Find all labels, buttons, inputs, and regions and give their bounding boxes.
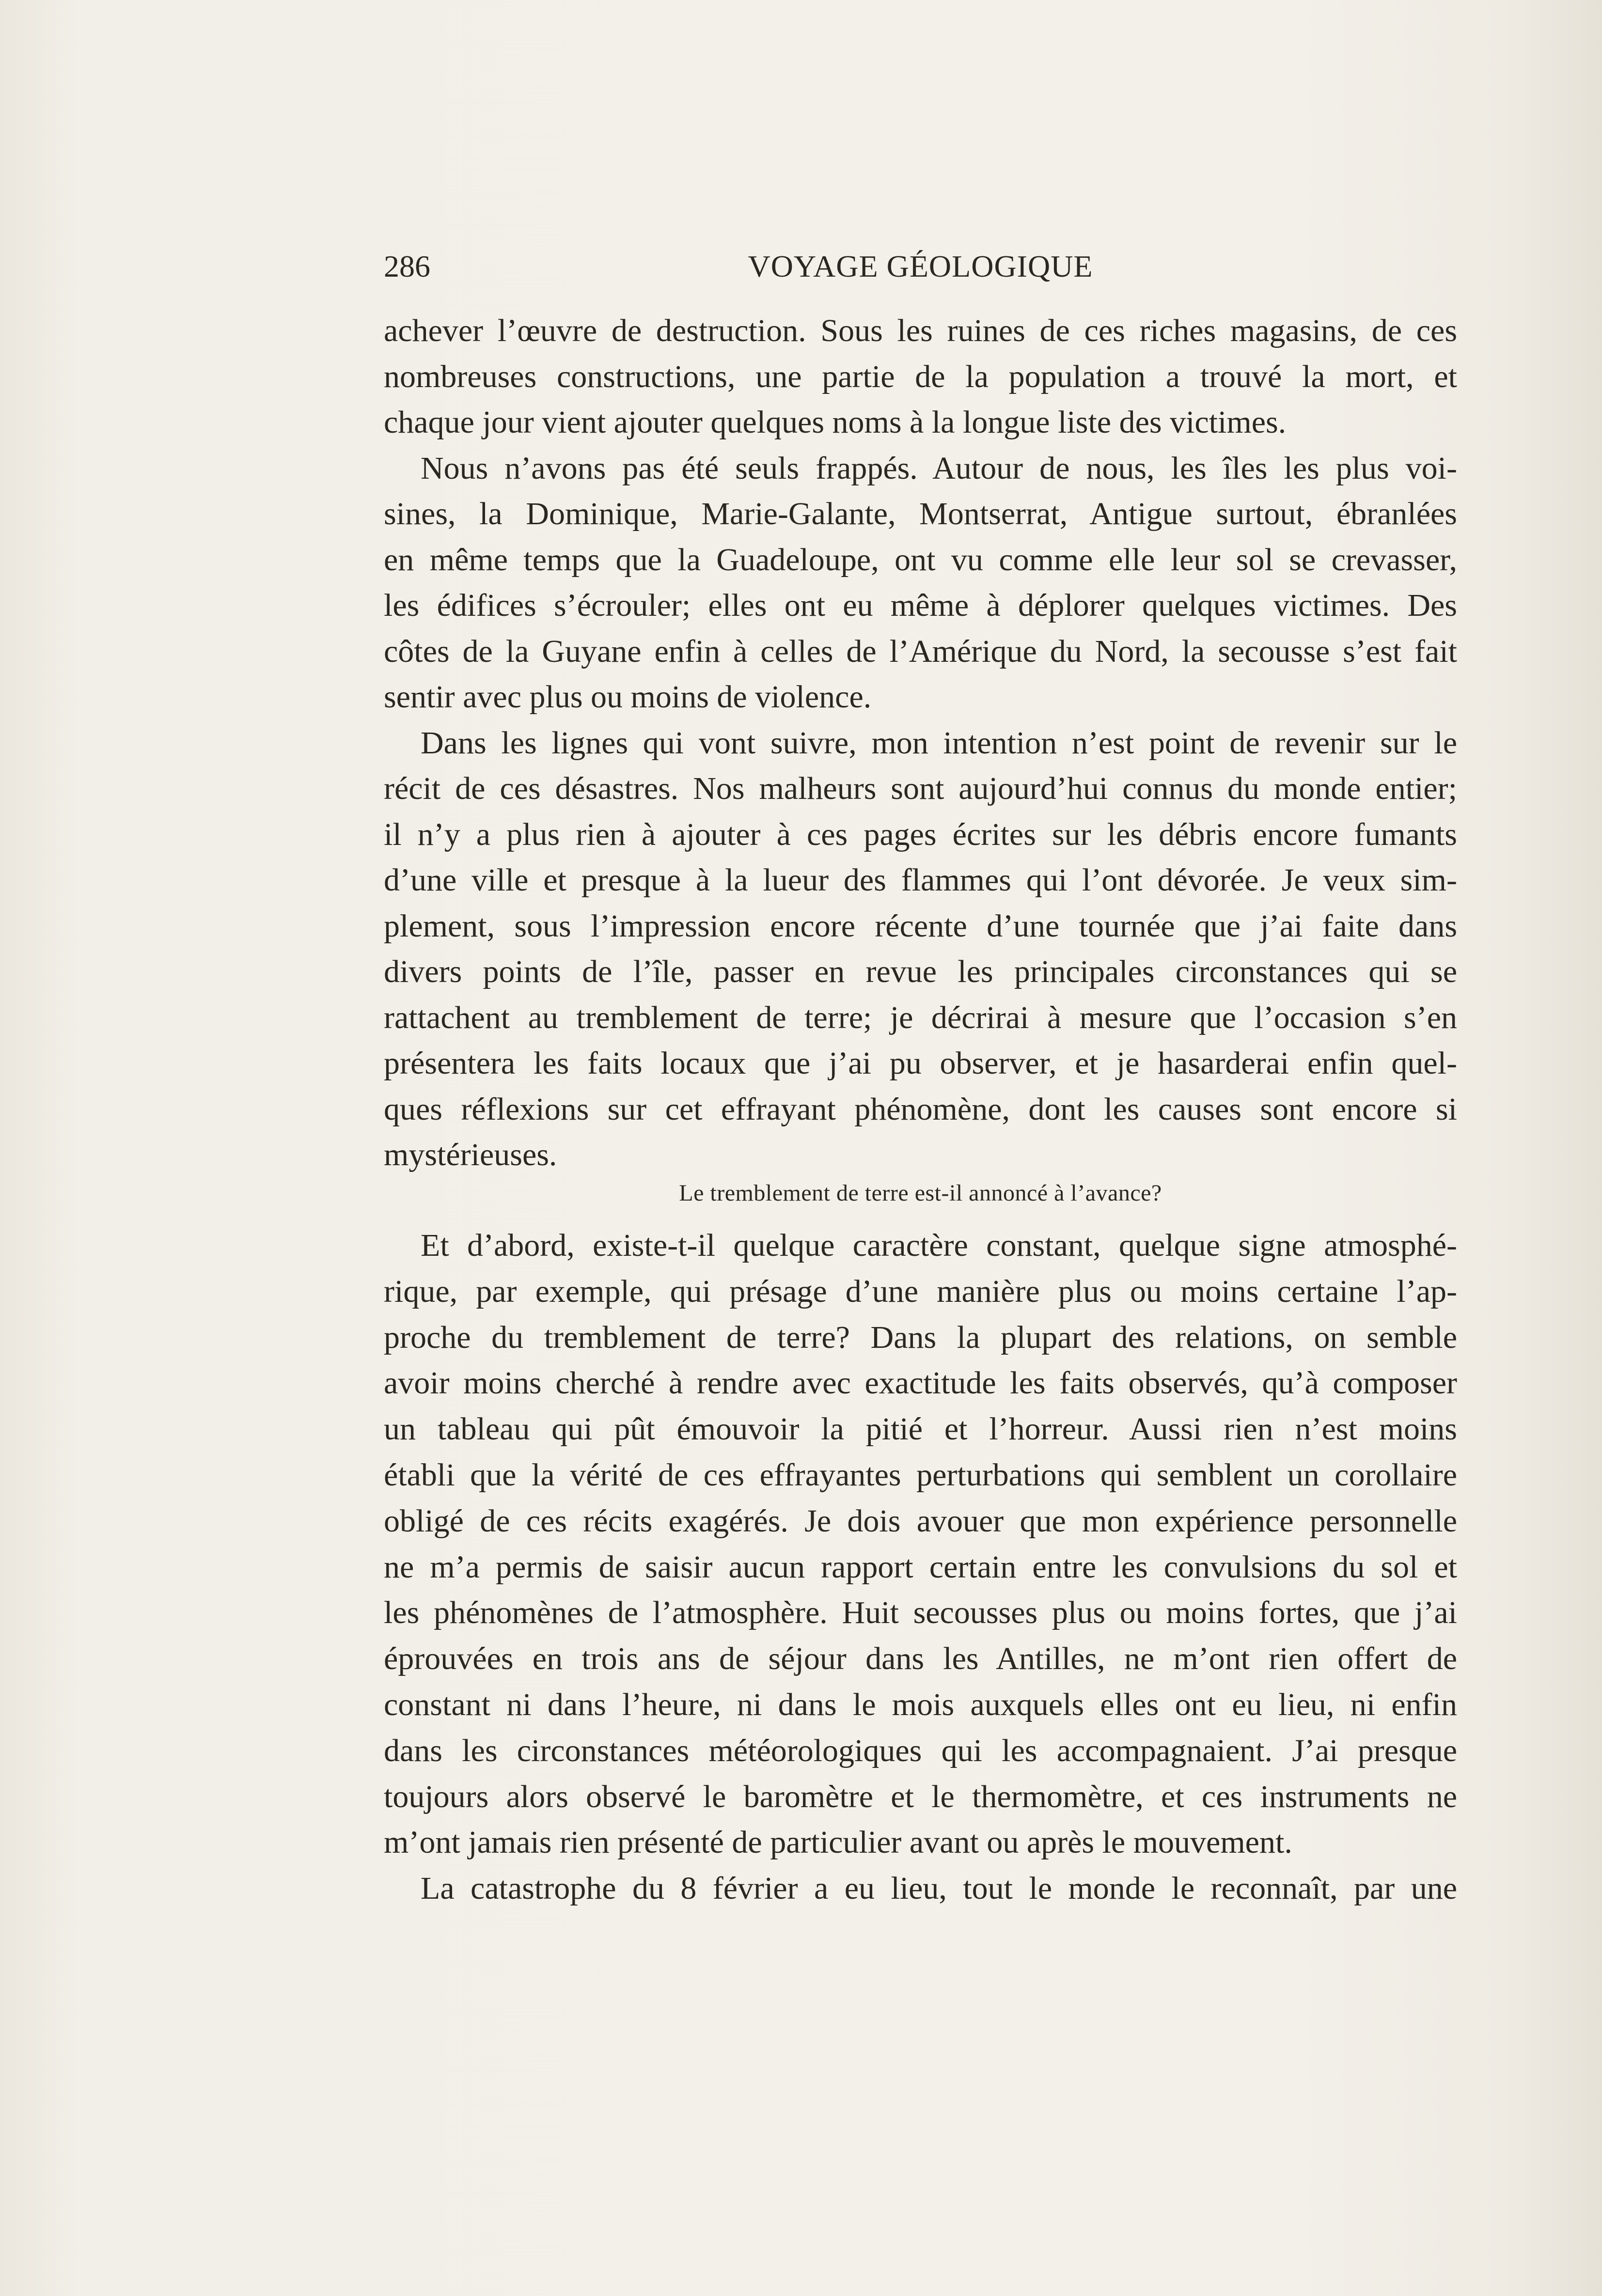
running-head (384, 244, 1457, 289)
text-line: côtes de la Guyane enfin à celles de l’Amérique du Nord, la secousse s’est fait (384, 633, 1457, 669)
text-line: avoir moins cherché à rendre avec exactitude les faits observés, qu’à composer (384, 1365, 1457, 1401)
text-line: obligé de ces récits exagérés. Je dois avouer que mon expérience personnelle (384, 1503, 1457, 1539)
text-line: sines, la Dominique, Marie-Galante, Montserrat, Antigue surtout, ébranlées (384, 496, 1457, 531)
text-line: rique, par exemple, qui présage d’une manière plus ou moins certaine l’ap- (384, 1273, 1457, 1309)
text-line: ques réflexions sur cet effrayant phénomène, dont les causes sont encore si (384, 1091, 1457, 1127)
text-line: Dans les lignes qui vont suivre, mon intention n’est point de revenir sur le (421, 725, 1457, 761)
text-line: Nous n’avons pas été seuls frappés. Autour de nous, les îles les plus voi- (421, 450, 1457, 486)
text-line: d’une ville et presque à la lueur des flammes qui l’ont dévorée. Je veux sim- (384, 862, 1457, 898)
text-line: nombreuses constructions, une partie de la population a trouvé la mort, et (384, 359, 1457, 394)
text-line: m’ont jamais rien présenté de particulier avant ou après le mouvement. (384, 1825, 1292, 1860)
text-line: achever l’œuvre de destruction. Sous les ruines de ces riches magasins, de ces (384, 313, 1457, 348)
text-line: les édifices s’écrouler; elles ont eu même à déplorer quelques victimes. Des (384, 588, 1457, 623)
page-number: 286 (384, 249, 430, 283)
text-line: rattachent au tremblement de terre; je décrirai à mesure que l’occasion s’en (384, 1000, 1457, 1035)
text-line: récit de ces désastres. Nos malheurs sont aujourd’hui connus du monde entier; (384, 771, 1457, 806)
paragraph (384, 1866, 1457, 1912)
text-line: en même temps que la Guadeloupe, ont vu comme elle leur sol se crevasser, (384, 542, 1457, 578)
text-line: mystérieuses. (384, 1137, 557, 1172)
paragraph (384, 720, 1457, 1178)
text-line: divers points de l’île, passer en revue les principales circonstances qui se (384, 954, 1457, 989)
text-line: Et d’abord, existe-t-il quelque caractère constant, quelque signe atmosphé- (421, 1228, 1457, 1263)
text-line: sentir avec plus ou moins de violence. (384, 679, 872, 715)
text-line: La catastrophe du 8 février a eu lieu, tout le monde le reconnaît, par une (421, 1871, 1457, 1906)
text-line: plement, sous l’impression encore récente d’une tournée que j’ai faite dans (384, 908, 1457, 944)
paragraph (384, 1223, 1457, 1866)
text-line: dans les circonstances météorologiques qui les accompagnaient. J’ai presque (384, 1733, 1457, 1768)
paragraph (384, 446, 1457, 720)
running-title: VOYAGE GÉOLOGIQUE (748, 249, 1093, 283)
text-line: les phénomènes de l’atmosphère. Huit secousses plus ou moins fortes, que j’ai (384, 1595, 1457, 1631)
text-line: éprouvées en trois ans de séjour dans les Antilles, ne m’ont rien offert de (384, 1641, 1457, 1677)
body-text-upper (384, 308, 1457, 1178)
text-line: il n’y a plus rien à ajouter à ces pages écrites sur les débris encore fumants (384, 816, 1457, 852)
text-line: proche du tremblement de terre? Dans la plupart des relations, on semble (384, 1319, 1457, 1355)
paragraph (384, 308, 1457, 446)
text-line: chaque jour vient ajouter quelques noms à la longue liste des victimes. (384, 405, 1287, 440)
text-line: un tableau qui pût émouvoir la pitié et l’horreur. Aussi rien n’est moins (384, 1411, 1457, 1447)
body-text-lower (384, 1223, 1457, 1912)
text-line: toujours alors observé le baromètre et le thermomètre, et ces instruments ne (384, 1779, 1457, 1814)
text-line: établi que la vérité de ces effrayantes perturbations qui semblent un corollaire (384, 1457, 1457, 1493)
section-sidenote-heading: Le tremblement de terre est-il annoncé à l’avance? (679, 1180, 1162, 1206)
text-line: présentera les faits locaux que j’ai pu observer, et je hasarderai enfin quel- (384, 1046, 1457, 1081)
text-line: ne m’a permis de saisir aucun rapport certain entre les convulsions du sol et (384, 1549, 1457, 1585)
text-line: constant ni dans l’heure, ni dans le mois auxquels elles ont eu lieu, ni enfin (384, 1687, 1457, 1722)
